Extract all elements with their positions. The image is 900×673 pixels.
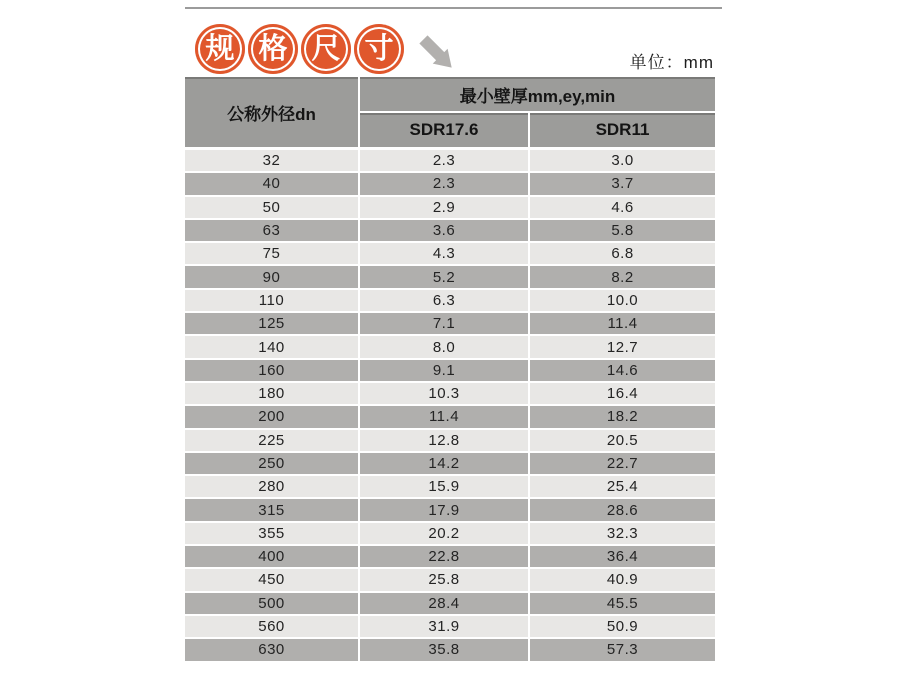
cell-sdr17-6: 2.3 [360, 150, 528, 171]
table-row [185, 173, 715, 194]
table-row [185, 383, 715, 404]
cell-sdr17-6: 25.8 [360, 569, 528, 590]
header-min-wall-thickness: 最小壁厚mm,ey,min [360, 77, 715, 111]
cell-sdr11: 28.6 [530, 499, 715, 520]
table-row [185, 569, 715, 590]
cell-sdr11: 11.4 [530, 313, 715, 334]
cell-sdr17-6: 31.9 [360, 616, 528, 637]
cell-dn: 160 [185, 360, 358, 381]
table-row [185, 197, 715, 218]
header-right-group [360, 77, 715, 147]
cell-dn: 75 [185, 243, 358, 264]
cell-sdr11: 6.8 [530, 243, 715, 264]
table-row [185, 313, 715, 334]
top-divider-line [185, 7, 722, 9]
cell-dn: 450 [185, 569, 358, 590]
cell-sdr11: 20.5 [530, 430, 715, 451]
table-row [185, 523, 715, 544]
cell-sdr17-6: 10.3 [360, 383, 528, 404]
cell-sdr11: 25.4 [530, 476, 715, 497]
cell-dn: 280 [185, 476, 358, 497]
cell-dn: 500 [185, 593, 358, 614]
table-row [185, 220, 715, 241]
cell-dn: 315 [185, 499, 358, 520]
cell-dn: 110 [185, 290, 358, 311]
cell-sdr11: 45.5 [530, 593, 715, 614]
table-row [185, 243, 715, 264]
cell-sdr11: 18.2 [530, 406, 715, 427]
table-row [185, 453, 715, 474]
cell-sdr17-6: 7.1 [360, 313, 528, 334]
table-row [185, 546, 715, 567]
title-char-circle: 格 [248, 24, 298, 74]
cell-sdr17-6: 35.8 [360, 639, 528, 660]
cell-sdr17-6: 3.6 [360, 220, 528, 241]
table-row [185, 406, 715, 427]
cell-sdr17-6: 5.2 [360, 266, 528, 287]
cell-sdr11: 50.9 [530, 616, 715, 637]
cell-sdr17-6: 8.0 [360, 336, 528, 357]
header-nominal-diameter: 公称外径dn [185, 77, 358, 147]
cell-sdr11: 3.7 [530, 173, 715, 194]
cell-sdr11: 32.3 [530, 523, 715, 544]
cell-sdr11: 36.4 [530, 546, 715, 567]
cell-sdr11: 5.8 [530, 220, 715, 241]
cell-sdr11: 10.0 [530, 290, 715, 311]
table-row [185, 476, 715, 497]
cell-dn: 355 [185, 523, 358, 544]
page-title [195, 24, 404, 74]
cell-sdr11: 16.4 [530, 383, 715, 404]
title-char-circle: 寸 [354, 24, 404, 74]
cell-sdr17-6: 28.4 [360, 593, 528, 614]
cell-sdr11: 3.0 [530, 150, 715, 171]
table-row [185, 430, 715, 451]
cell-sdr11: 12.7 [530, 336, 715, 357]
cell-dn: 140 [185, 336, 358, 357]
cell-sdr17-6: 15.9 [360, 476, 528, 497]
table-row [185, 290, 715, 311]
table-row [185, 639, 715, 660]
table-row [185, 150, 715, 171]
cell-dn: 32 [185, 150, 358, 171]
cell-sdr17-6: 14.2 [360, 453, 528, 474]
cell-dn: 90 [185, 266, 358, 287]
cell-sdr17-6: 6.3 [360, 290, 528, 311]
cell-sdr11: 8.2 [530, 266, 715, 287]
cell-sdr11: 4.6 [530, 197, 715, 218]
cell-dn: 63 [185, 220, 358, 241]
title-char-circle: 尺 [301, 24, 351, 74]
cell-dn: 200 [185, 406, 358, 427]
table-row [185, 266, 715, 287]
cell-dn: 560 [185, 616, 358, 637]
unit-label: 单位：mm [629, 53, 714, 72]
cell-dn: 225 [185, 430, 358, 451]
cell-dn: 400 [185, 546, 358, 567]
cell-dn: 250 [185, 453, 358, 474]
content-column [185, 0, 715, 673]
cell-sdr17-6: 9.1 [360, 360, 528, 381]
table-row [185, 593, 715, 614]
cell-sdr17-6: 2.3 [360, 173, 528, 194]
cell-sdr11: 14.6 [530, 360, 715, 381]
cell-sdr17-6: 20.2 [360, 523, 528, 544]
table-header [185, 77, 715, 147]
cell-sdr17-6: 4.3 [360, 243, 528, 264]
cell-sdr11: 22.7 [530, 453, 715, 474]
cell-sdr17-6: 17.9 [360, 499, 528, 520]
table-row [185, 360, 715, 381]
table-body [185, 150, 715, 661]
table-row [185, 616, 715, 637]
arrow-down-right-icon [413, 29, 459, 75]
table-row [185, 336, 715, 357]
header-sdr17-6: SDR17.6 [360, 113, 528, 147]
cell-dn: 50 [185, 197, 358, 218]
cell-sdr17-6: 12.8 [360, 430, 528, 451]
cell-sdr11: 40.9 [530, 569, 715, 590]
spec-table [185, 77, 715, 663]
table-row [185, 499, 715, 520]
cell-sdr11: 57.3 [530, 639, 715, 660]
cell-sdr17-6: 11.4 [360, 406, 528, 427]
cell-dn: 40 [185, 173, 358, 194]
cell-sdr17-6: 2.9 [360, 197, 528, 218]
header-sub-columns [360, 113, 715, 147]
cell-sdr17-6: 22.8 [360, 546, 528, 567]
header-sdr11: SDR11 [530, 113, 715, 147]
cell-dn: 630 [185, 639, 358, 660]
cell-dn: 180 [185, 383, 358, 404]
title-char-circle: 规 [195, 24, 245, 74]
cell-dn: 125 [185, 313, 358, 334]
